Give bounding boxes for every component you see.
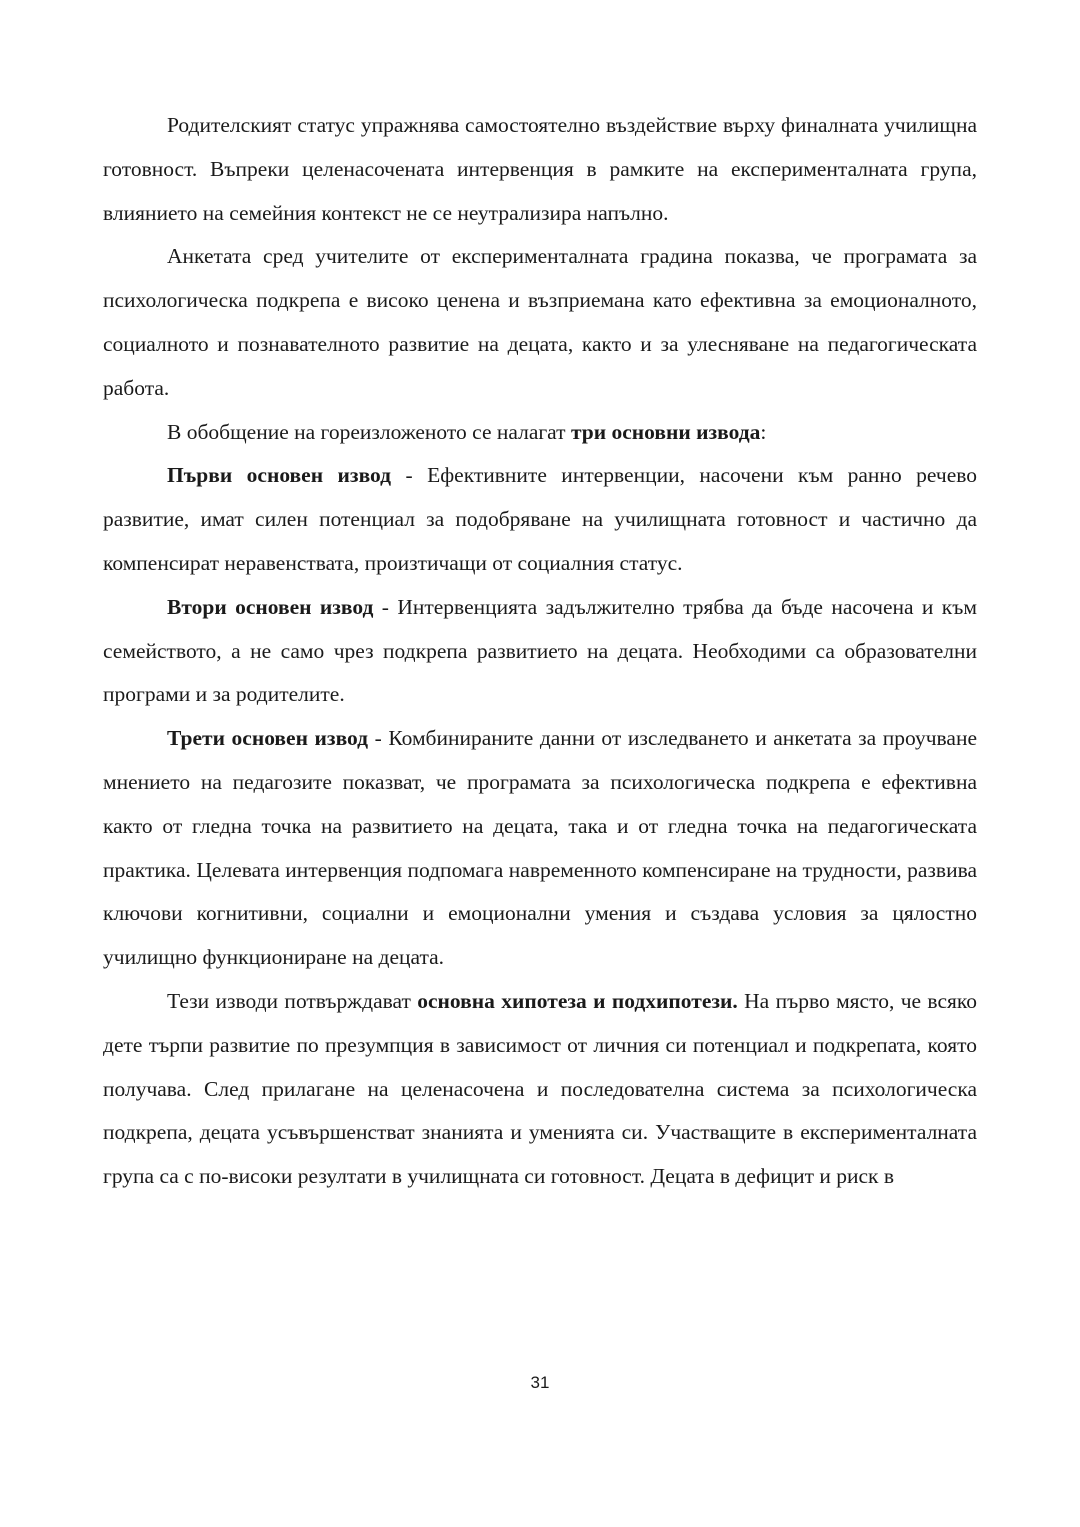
page-body xyxy=(103,104,977,1199)
paragraph-first-conclusion xyxy=(103,454,977,585)
paragraph-summary-intro xyxy=(103,411,977,455)
paragraph-text: Тези изводи потвърждават xyxy=(167,988,418,1013)
paragraph-text: Анкетата сред учителите от експерименталната градина показва, че програмата за психологическа подкрепа е високо ценена и възприемана като ефективна за емоционалното, социалното и познавателното развитие на децата, както и за улесняване на педагогическата работа. xyxy=(103,244,977,400)
paragraph-text: Родителският статус упражнява самостоятелно въздействие върху финалната училищна готовност. Въпреки целенасочената интервенция в рамките на експерименталната група, влиянието на семейния контекст не се неутрализира напълно. xyxy=(103,113,977,225)
paragraph-text: : xyxy=(760,419,767,444)
conclusion-heading: Трети основен извод xyxy=(167,726,369,751)
paragraph-second-conclusion xyxy=(103,586,977,717)
paragraph-text: - Ефективните интервенции, насочени към ранно речево развитие, имат силен потенциал за подобряване на училищната готовност и частично да компенсират неравенствата, произтичащи от социалния статус. xyxy=(103,463,977,575)
bold-phrase: три основни извода xyxy=(570,419,761,444)
paragraph-text: В обобщение на гореизложеното се налагат xyxy=(167,419,571,444)
paragraph-text: На първо място, че всяко дете търпи развитие по презумпция в зависимост от личния си потенциал и подкрепата, която получава. След прилагане на целенасочена и последователна система за психологическа подкрепа, децата усъвършенстват знанията и уменията си. Участващите в експерименталната група са с по-високи резултати в училищната си готовност. Децата в дефицит и риск в xyxy=(103,988,977,1189)
bold-phrase: основна хипотеза и подхипотези. xyxy=(417,988,738,1013)
paragraph-text: - Комбинираните данни от изследването и анкетата за проучване мнението на педагозите показват, че програмата за психологическа подкрепа е ефективна както от гледна точка на развитието на децата, така и от гледна точка на педагогическата практика. Целевата интервенция подпомага навременното компенсиране на трудности, развива ключови когнитивни, социални и емоционални умения и създава условия за цялостно училищно функциониране на децата. xyxy=(103,726,977,970)
paragraph-parental-status xyxy=(103,104,977,235)
paragraph-third-conclusion xyxy=(103,717,977,980)
paragraph-text: - Интервенцията задължително трябва да бъде насочена и към семейството, а не само чрез подкрепа развитието на децата. Необходими са образователни програми и за родителите. xyxy=(103,594,977,707)
conclusion-heading: Втори основен извод xyxy=(167,594,374,619)
paragraph-hypotheses xyxy=(103,980,977,1199)
paragraph-teacher-survey xyxy=(103,235,977,410)
page-number: 31 xyxy=(530,1373,550,1392)
conclusion-heading: Първи основен извод xyxy=(167,463,392,488)
